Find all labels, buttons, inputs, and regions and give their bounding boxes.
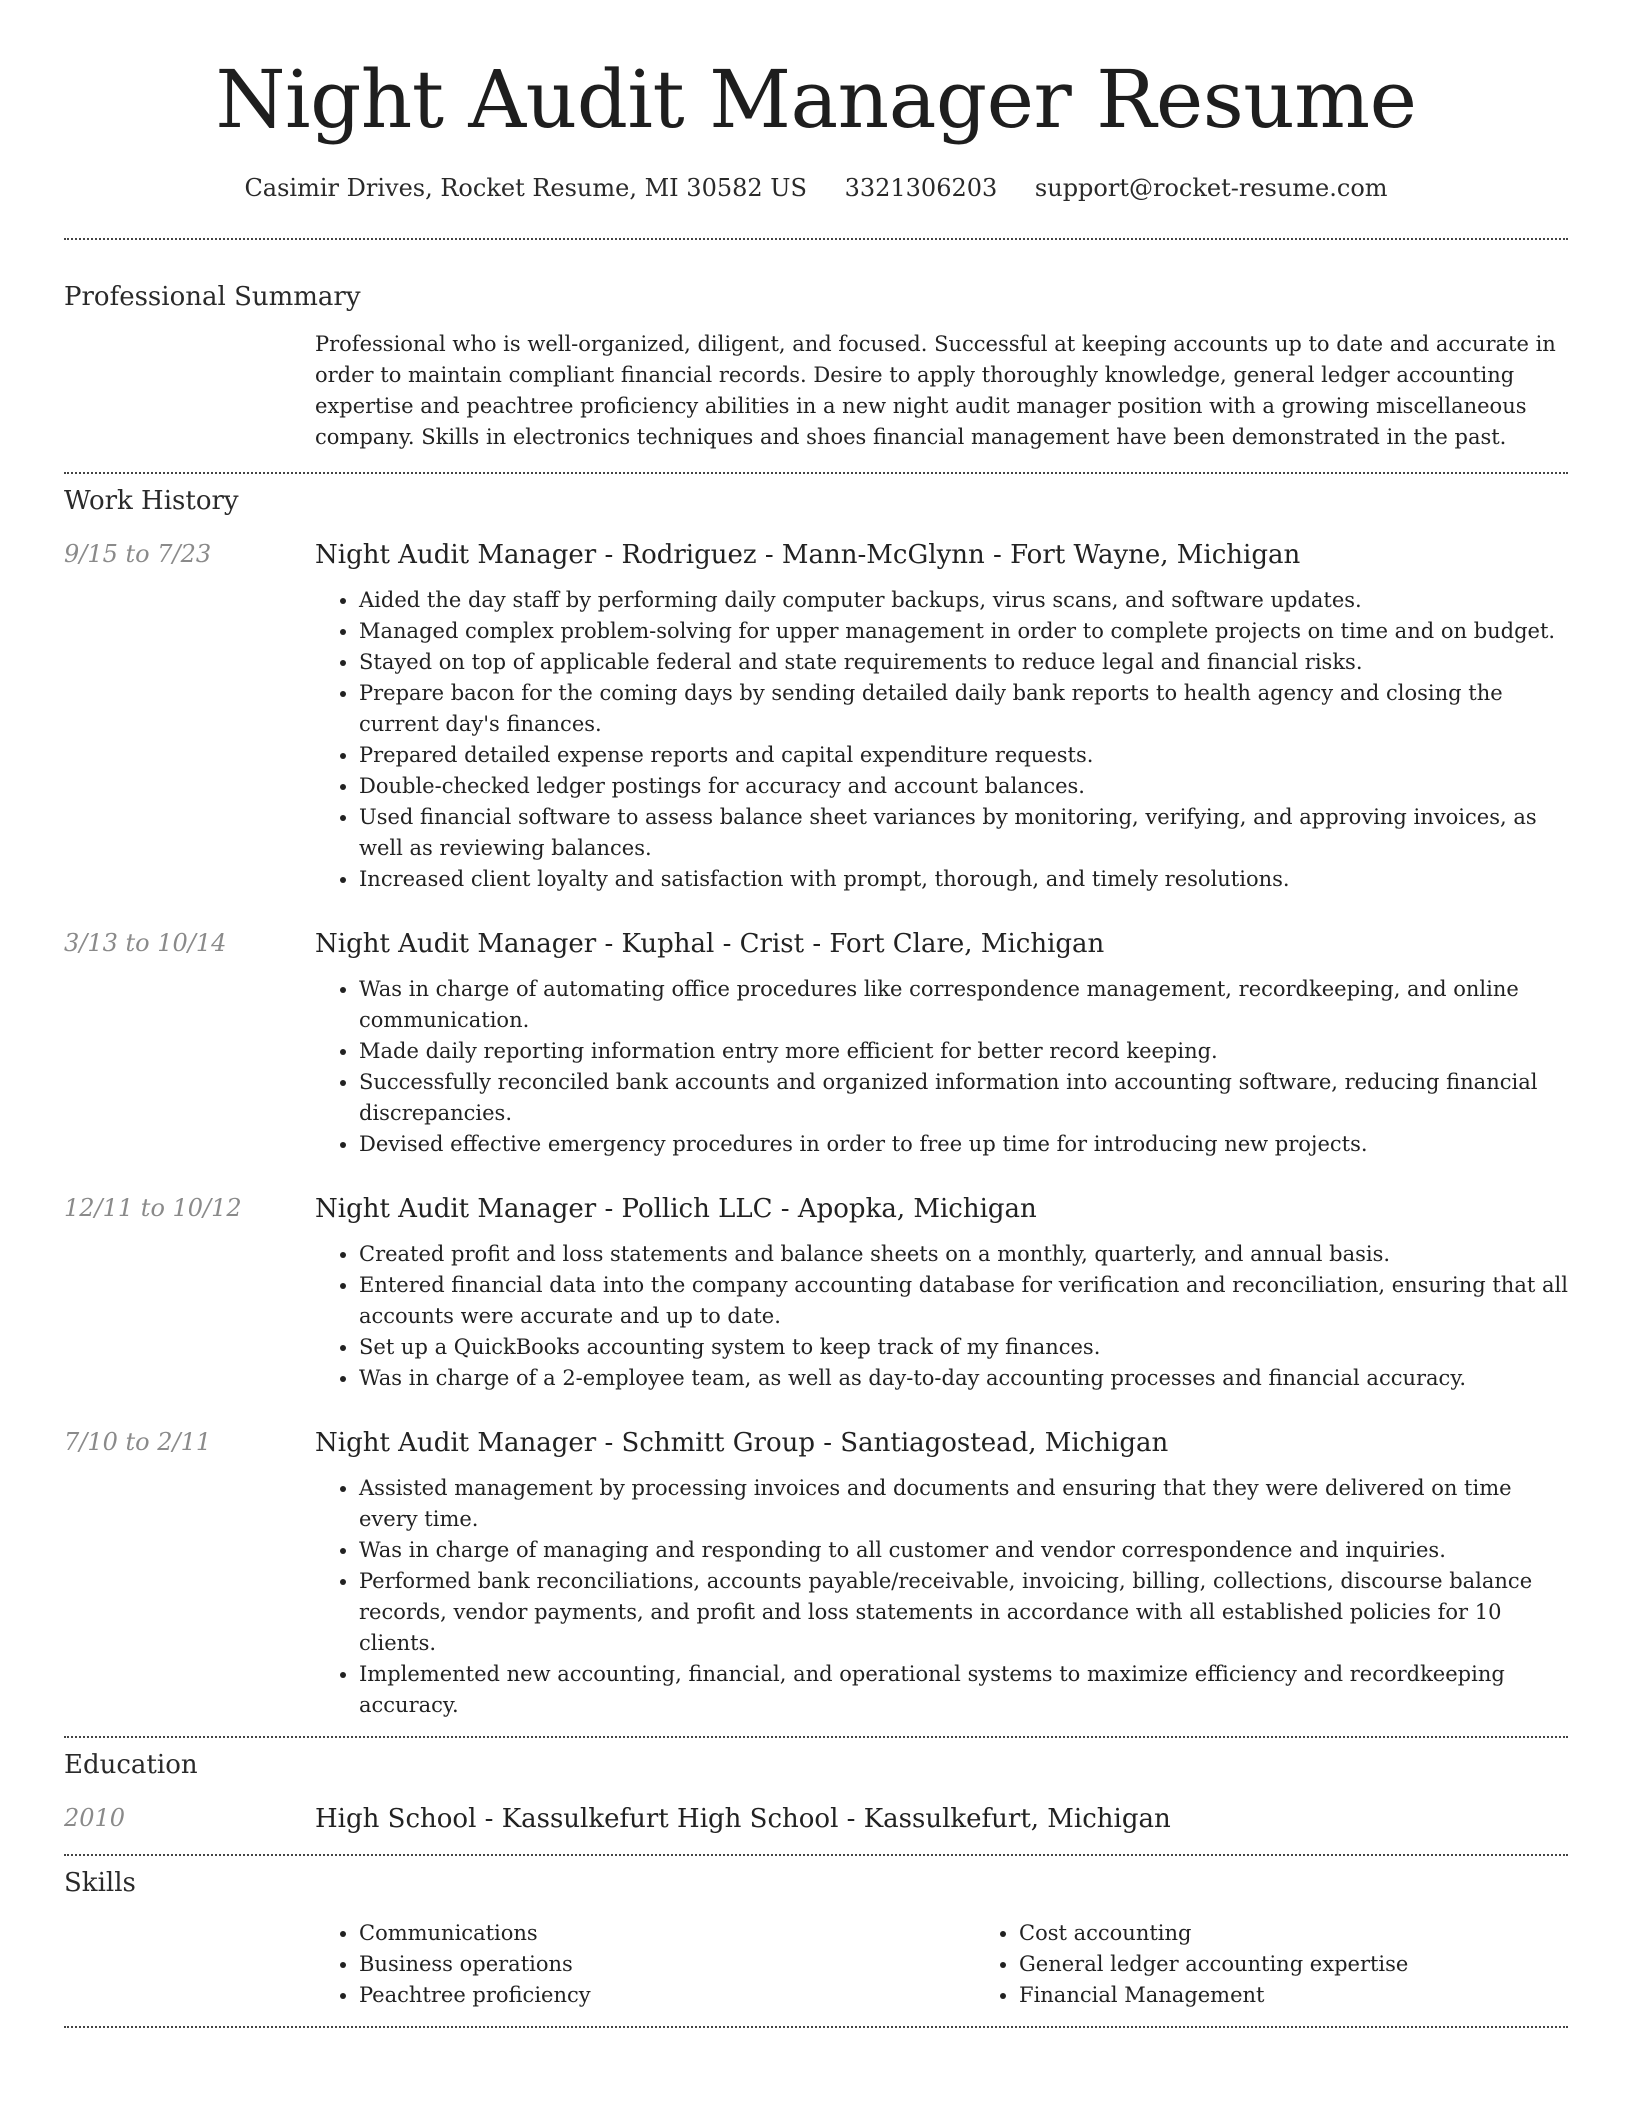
education-title: High School - Kassulkefurt High School - Kassulkefurt, Michigan xyxy=(315,1804,1171,1834)
skills-list-left xyxy=(315,1918,975,2011)
list-item: • Made daily reporting information entry more efficient for better record keeping. xyxy=(359,1036,1568,1067)
skill-item: • Financial Management xyxy=(1019,1980,1632,2011)
list-item: • Aided the day staff by performing daily computer backups, virus scans, and software updates. xyxy=(359,585,1568,616)
list-item: • Double-checked ledger postings for accuracy and account balances. xyxy=(359,771,1568,802)
contact-line xyxy=(64,174,1568,202)
section-title-skills: Skills xyxy=(64,1868,136,1898)
skill-item: • Cost accounting xyxy=(1019,1918,1632,1949)
summary-text: Professional who is well-organized, diligent, and focused. Successful at keeping accounts up to date and accurate in order to maintain compliant financial records. Desire to apply thoroughly knowledge, general ledger accounting expertise and peachtree proficiency abilities in a new night audit manager position with a growing miscellaneous company. Skills in electronics techniques and shoes financial management have been demonstrated in the past. xyxy=(315,332,1556,449)
list-item: • Increased client loyalty and satisfaction with prompt, thorough, and timely resolutions. xyxy=(359,864,1568,895)
divider xyxy=(64,238,1568,240)
list-item: • Was in charge of managing and responding to all customer and vendor correspondence and inquiries. xyxy=(359,1535,1568,1566)
list-item: • Implemented new accounting, financial, and operational systems to maximize efficiency and recordkeeping accuracy. xyxy=(359,1659,1568,1721)
job-bullets xyxy=(315,1473,1568,1721)
list-item: • Set up a QuickBooks accounting system to keep track of my finances. xyxy=(359,1332,1568,1363)
job-title: Night Audit Manager - Pollich LLC - Apopka, Michigan xyxy=(315,1194,1037,1224)
skill-item: • Peachtree proficiency xyxy=(359,1980,975,2011)
job-dates: 7/10 to 2/11 xyxy=(64,1428,212,1456)
list-item: • Was in charge of automating office procedures like correspondence management, recordkeeping, and online communication. xyxy=(359,974,1568,1036)
list-item: • Was in charge of a 2-employee team, as well as day-to-day accounting processes and financial accuracy. xyxy=(359,1363,1568,1394)
job-dates: 12/11 to 10/12 xyxy=(64,1194,242,1222)
list-item: • Prepared detailed expense reports and capital expenditure requests. xyxy=(359,740,1568,771)
skills-row xyxy=(64,1918,1568,2011)
job-bullets xyxy=(315,585,1568,895)
contact-email: support@rocket-resume.com xyxy=(1034,174,1388,202)
job-bullets xyxy=(315,974,1568,1160)
section-title-education: Education xyxy=(64,1750,198,1780)
resume-title: Night Audit Manager Resume xyxy=(215,53,1417,146)
contact-phone: 3321306203 xyxy=(844,174,998,202)
skill-item: • Business operations xyxy=(359,1949,975,1980)
job-title: Night Audit Manager - Kuphal - Crist - Fort Clare, Michigan xyxy=(315,929,1105,959)
section-title-summary: Professional Summary xyxy=(64,282,361,312)
list-item: • Prepare bacon for the coming days by sending detailed daily bank reports to health agency and closing the current day's finances. xyxy=(359,678,1568,740)
job-dates: 9/15 to 7/23 xyxy=(64,540,212,568)
list-item: • Entered financial data into the company accounting database for verification and reconciliation, ensuring that all accounts were accurate and up to date. xyxy=(359,1270,1568,1332)
list-item: • Created profit and loss statements and balance sheets on a monthly, quarterly, and annual basis. xyxy=(359,1239,1568,1270)
divider xyxy=(64,1854,1568,1856)
job-bullets xyxy=(315,1239,1568,1394)
job-dates: 3/13 to 10/14 xyxy=(64,929,227,957)
list-item: • Successfully reconciled bank accounts and organized information into accounting software, reducing financial discrepancies. xyxy=(359,1067,1568,1129)
list-item: • Performed bank reconciliations, accounts payable/receivable, invoicing, billing, collections, discourse balance records, vendor payments, and profit and loss statements in accordance with all established policies for 10 clients. xyxy=(359,1566,1568,1659)
skills-list-right xyxy=(975,1918,1632,2011)
job-entry xyxy=(64,1428,1568,1721)
skill-item: • Communications xyxy=(359,1918,975,1949)
contact-address: Casimir Drives, Rocket Resume, MI 30582 US xyxy=(244,174,807,202)
job-title: Night Audit Manager - Schmitt Group - Santiagostead, Michigan xyxy=(315,1428,1169,1458)
job-entry xyxy=(64,929,1568,1160)
education-entry xyxy=(64,1804,1568,1834)
list-item: • Managed complex problem-solving for upper management in order to complete projects on time and on budget. xyxy=(359,616,1568,647)
divider xyxy=(64,472,1568,474)
list-item: • Assisted management by processing invoices and documents and ensuring that they were delivered on time every time. xyxy=(359,1473,1568,1535)
divider xyxy=(64,1736,1568,1738)
skill-item: • General ledger accounting expertise xyxy=(1019,1949,1632,1980)
list-item: • Devised effective emergency procedures in order to free up time for introducing new projects. xyxy=(359,1129,1568,1160)
education-year: 2010 xyxy=(64,1804,126,1832)
divider xyxy=(64,2026,1568,2028)
job-entry xyxy=(64,1194,1568,1394)
job-title: Night Audit Manager - Rodriguez - Mann-McGlynn - Fort Wayne, Michigan xyxy=(315,540,1301,570)
summary-row xyxy=(64,329,1568,453)
list-item: • Used financial software to assess balance sheet variances by monitoring, verifying, and approving invoices, as well as reviewing balances. xyxy=(359,802,1568,864)
job-entry xyxy=(64,540,1568,895)
section-title-work-history: Work History xyxy=(64,486,239,516)
list-item: • Stayed on top of applicable federal and state requirements to reduce legal and financial risks. xyxy=(359,647,1568,678)
